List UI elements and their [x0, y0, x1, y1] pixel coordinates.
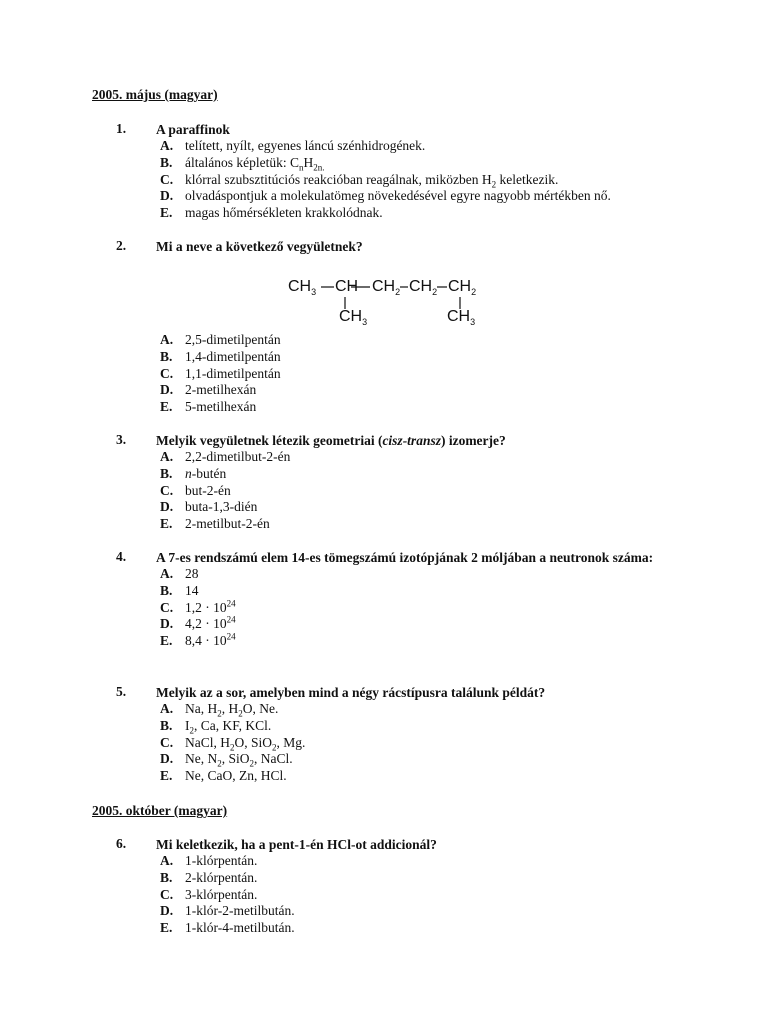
option-e: E. 5-metilhexán	[160, 399, 257, 415]
option-c: C. 3-klórpentán.	[160, 886, 258, 902]
question-stem: Mi a neve a következő vegyületnek?	[156, 239, 363, 254]
option-b: B. 14	[160, 582, 199, 598]
option-c: C. but-2-én	[160, 482, 231, 498]
options-list	[160, 853, 676, 937]
option-d: D. buta-1,3-dién	[160, 499, 258, 515]
question-2-options	[116, 332, 676, 416]
option-b: B. 1,4-dimetilpentán	[160, 348, 281, 364]
option-c: C. 1,1-dimetilpentán	[160, 365, 281, 381]
option-c: C. NaCl, $H_2O$, SiO$_2$, Mg.	[160, 734, 306, 753]
question-number: 4.	[116, 549, 127, 564]
option-c: C. klórral szubsztitúciós reakcióban reagálnak, miközben $H_2$ keletkezik.	[160, 171, 559, 190]
option-a: A. 1-klórpentán.	[160, 853, 258, 868]
options-list	[160, 701, 676, 785]
question-1	[116, 121, 676, 222]
ch2-group: $CH_2$	[409, 278, 438, 298]
option-d: D. Ne, $N_2$, SiO$_2$, NaCl.	[160, 751, 293, 770]
option-e: E. $8,4 \cdot 10^{24}$	[160, 631, 236, 649]
question-stem: Melyik vegyületnek létezik geometriai (cisz-transz) izomerje?	[156, 433, 506, 448]
question-stem: A paraffinok	[156, 122, 230, 137]
question-2	[116, 238, 676, 255]
option-e: E. magas hőmérsékleten krakkolódnak.	[160, 205, 383, 221]
section-heading-may: 2005. május (magyar)	[92, 87, 218, 102]
question-6	[116, 836, 676, 937]
option-a: A. telített, nyílt, egyenes láncú szénhidrogének.	[160, 138, 426, 153]
question-4	[116, 549, 676, 650]
option-e: E. 2-metilbut-2-én	[160, 516, 270, 532]
option-d: D. 2-metilhexán	[160, 382, 257, 398]
ch2-group: $CH_2$	[372, 278, 401, 298]
section-heading-october: 2005. október (magyar)	[92, 803, 228, 818]
question-number: 6.	[116, 836, 127, 851]
ch3-branch: $CH_3$	[447, 308, 476, 328]
option-e: E. Ne, CaO, Zn, HCl.	[160, 768, 287, 784]
question-5	[116, 684, 676, 785]
question-number: 1.	[116, 121, 127, 136]
ch2-group: $CH_2$	[448, 278, 477, 298]
option-a: A. 2,2-dimetilbut-2-én	[160, 449, 291, 464]
option-b: B. 2-klórpentán.	[160, 869, 258, 885]
option-e: E. 1-klór-4-metilbután.	[160, 920, 295, 936]
option-b: B. $I_2$, Ca, KF, KCl.	[160, 717, 272, 736]
option-b: B. általános képletük: $C_nH_{2n.}$	[160, 154, 325, 173]
option-d: D. 1-klór-2-metilbután.	[160, 903, 295, 919]
option-d: D. $4,2 \cdot 10^{24}$	[160, 614, 236, 632]
structural-formula	[288, 276, 488, 332]
question-3	[116, 432, 676, 533]
option-c: C. $1,2 \cdot 10^{24}$	[160, 598, 236, 615]
option-a: A. 28	[160, 566, 199, 581]
option-d: D. olvadáspontjuk a molekulatömeg növekedésével egyre nagyobb mértékben nő.	[160, 188, 611, 204]
question-number: 5.	[116, 684, 127, 699]
options-list	[160, 566, 676, 650]
question-stem: A 7-es rendszámú elem 14-es tömegszámú izotópjának 2 móljában a neutronok száma:	[156, 550, 654, 565]
options-list	[160, 138, 676, 222]
option-a: A. Na, $H_2$, $H_2O$, Ne.	[160, 701, 279, 719]
ch-group: CH	[335, 278, 359, 295]
ch3-branch: $CH_3$	[339, 308, 368, 328]
question-number: 3.	[116, 432, 127, 447]
option-b: B. n-butén	[160, 465, 227, 481]
question-stem: Melyik az a sor, amelyben mind a négy rácstípusra találunk példát?	[156, 685, 546, 700]
question-stem: Mi keletkezik, ha a pent-1-én HCl-ot addicionál?	[156, 837, 437, 852]
question-number: 2.	[116, 238, 127, 253]
option-a: A. 2,5-dimetilpentán	[160, 332, 281, 347]
ch3-group: $CH_3$	[288, 278, 317, 298]
options-list	[160, 449, 676, 533]
options-list	[160, 332, 676, 416]
